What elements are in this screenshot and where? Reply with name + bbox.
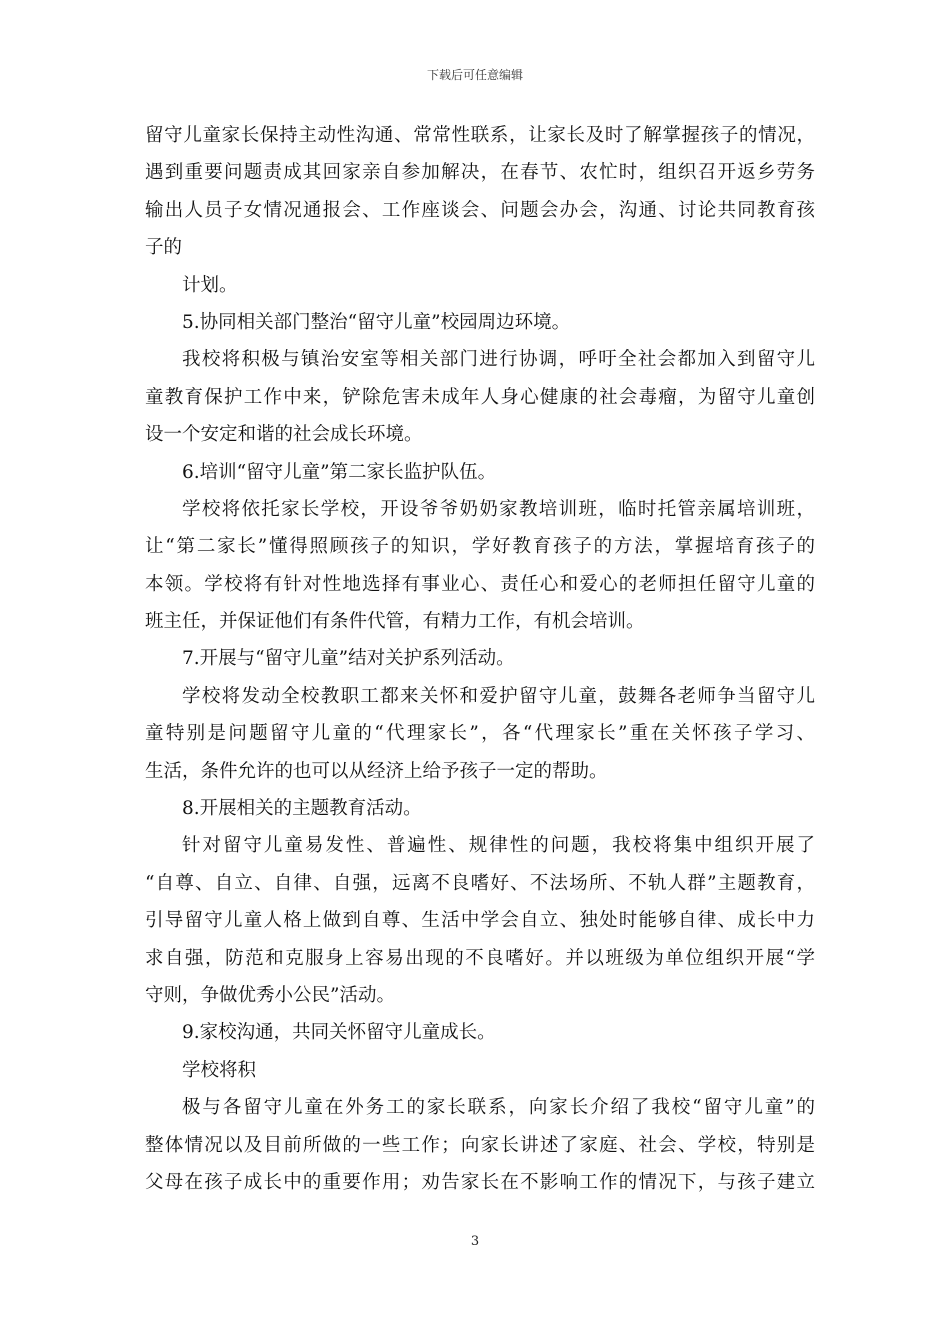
text-line: “自尊、自立、自律、自强，远离不良嗜好、不法场所、不轨人群”主题教育， bbox=[145, 872, 815, 894]
text-line: 子的 bbox=[145, 237, 183, 259]
text-line: 遇到重要问题责成其回家亲自参加解决，在春节、农忙时，组织召开返乡劳务 bbox=[145, 162, 815, 184]
text-line: 5.协同相关部门整治“留守儿童”校园周边环境。 bbox=[182, 311, 571, 333]
document-body bbox=[145, 117, 815, 1201]
text-line: 学校将依托家长学校，开设爷爷奶奶家教培训班，临时托管亲属培训班， bbox=[182, 498, 815, 520]
text-line: 童教育保护工作中来，铲除危害未成年人身心健康的社会毒瘤，为留守儿童创 bbox=[145, 386, 815, 408]
text-line: 守则，争做优秀小公民”活动。 bbox=[145, 984, 395, 1006]
text-line: 学校将积 bbox=[182, 1059, 257, 1081]
text-line: 班主任，并保证他们有条件代管，有精力工作，有机会培训。 bbox=[145, 611, 645, 633]
text-line: 让“第二家长”懂得照顾孩子的知识，学好教育孩子的方法，掌握培育孩子的 bbox=[145, 536, 815, 558]
text-line: 输出人员子女情况通报会、工作座谈会、问题会办会，沟通、讨论共同教育孩 bbox=[145, 199, 815, 221]
text-line: 针对留守儿童易发性、普遍性、规律性的问题，我校将集中组织开展了 bbox=[182, 835, 815, 857]
text-line: 本领。学校将有针对性地选择有事业心、责任心和爱心的老师担任留守儿童的 bbox=[145, 573, 815, 595]
text-line: 整体情况以及目前所做的一些工作；向家长讲述了家庭、社会、学校，特别是 bbox=[145, 1134, 815, 1156]
text-line: 极与各留守儿童在外务工的家长联系，向家长介绍了我校“留守儿童”的 bbox=[182, 1097, 815, 1119]
text-line: 引导留守儿童人格上做到自尊、生活中学会自立、独处时能够自律、成长中力 bbox=[145, 910, 815, 932]
text-line: 求自强，防范和克服身上容易出现的不良嗜好。并以班级为单位组织开展“学 bbox=[145, 947, 815, 969]
text-line: 8.开展相关的主题教育活动。 bbox=[182, 798, 422, 820]
text-line: 父母在孩子成长中的重要作用；劝告家长在不影响工作的情况下，与孩子建立 bbox=[145, 1171, 815, 1193]
text-line: 计划。 bbox=[182, 274, 238, 296]
text-line: 留守儿童家长保持主动性沟通、常常性联系，让家长及时了解掌握孩子的情况， bbox=[145, 125, 815, 146]
text-line: 设一个安定和谐的社会成长环境。 bbox=[145, 424, 423, 446]
text-line: 我校将积极与镇治安室等相关部门进行协调，呼吁全社会都加入到留守儿 bbox=[182, 349, 815, 371]
page-header: 下载后可任意编辑 bbox=[426, 68, 523, 82]
text-line: 学校将发动全校教职工都来关怀和爱护留守儿童，鼓舞各老师争当留守儿 bbox=[182, 685, 815, 707]
text-line: 童特别是问题留守儿童的“代理家长”，各“代理家长”重在关怀孩子学习、 bbox=[145, 723, 815, 745]
text-line: 9.家校沟通，共同关怀留守儿童成长。 bbox=[182, 1022, 496, 1044]
text-line: 生活，条件允许的也可以从经济上给予孩子一定的帮助。 bbox=[145, 760, 608, 782]
text-line: 6.培训“留守儿童”第二家长监护队伍。 bbox=[182, 461, 497, 483]
text-line: 7.开展与“留守儿童”结对关护系列活动。 bbox=[182, 648, 515, 670]
page-number: 3 bbox=[470, 1234, 480, 1249]
